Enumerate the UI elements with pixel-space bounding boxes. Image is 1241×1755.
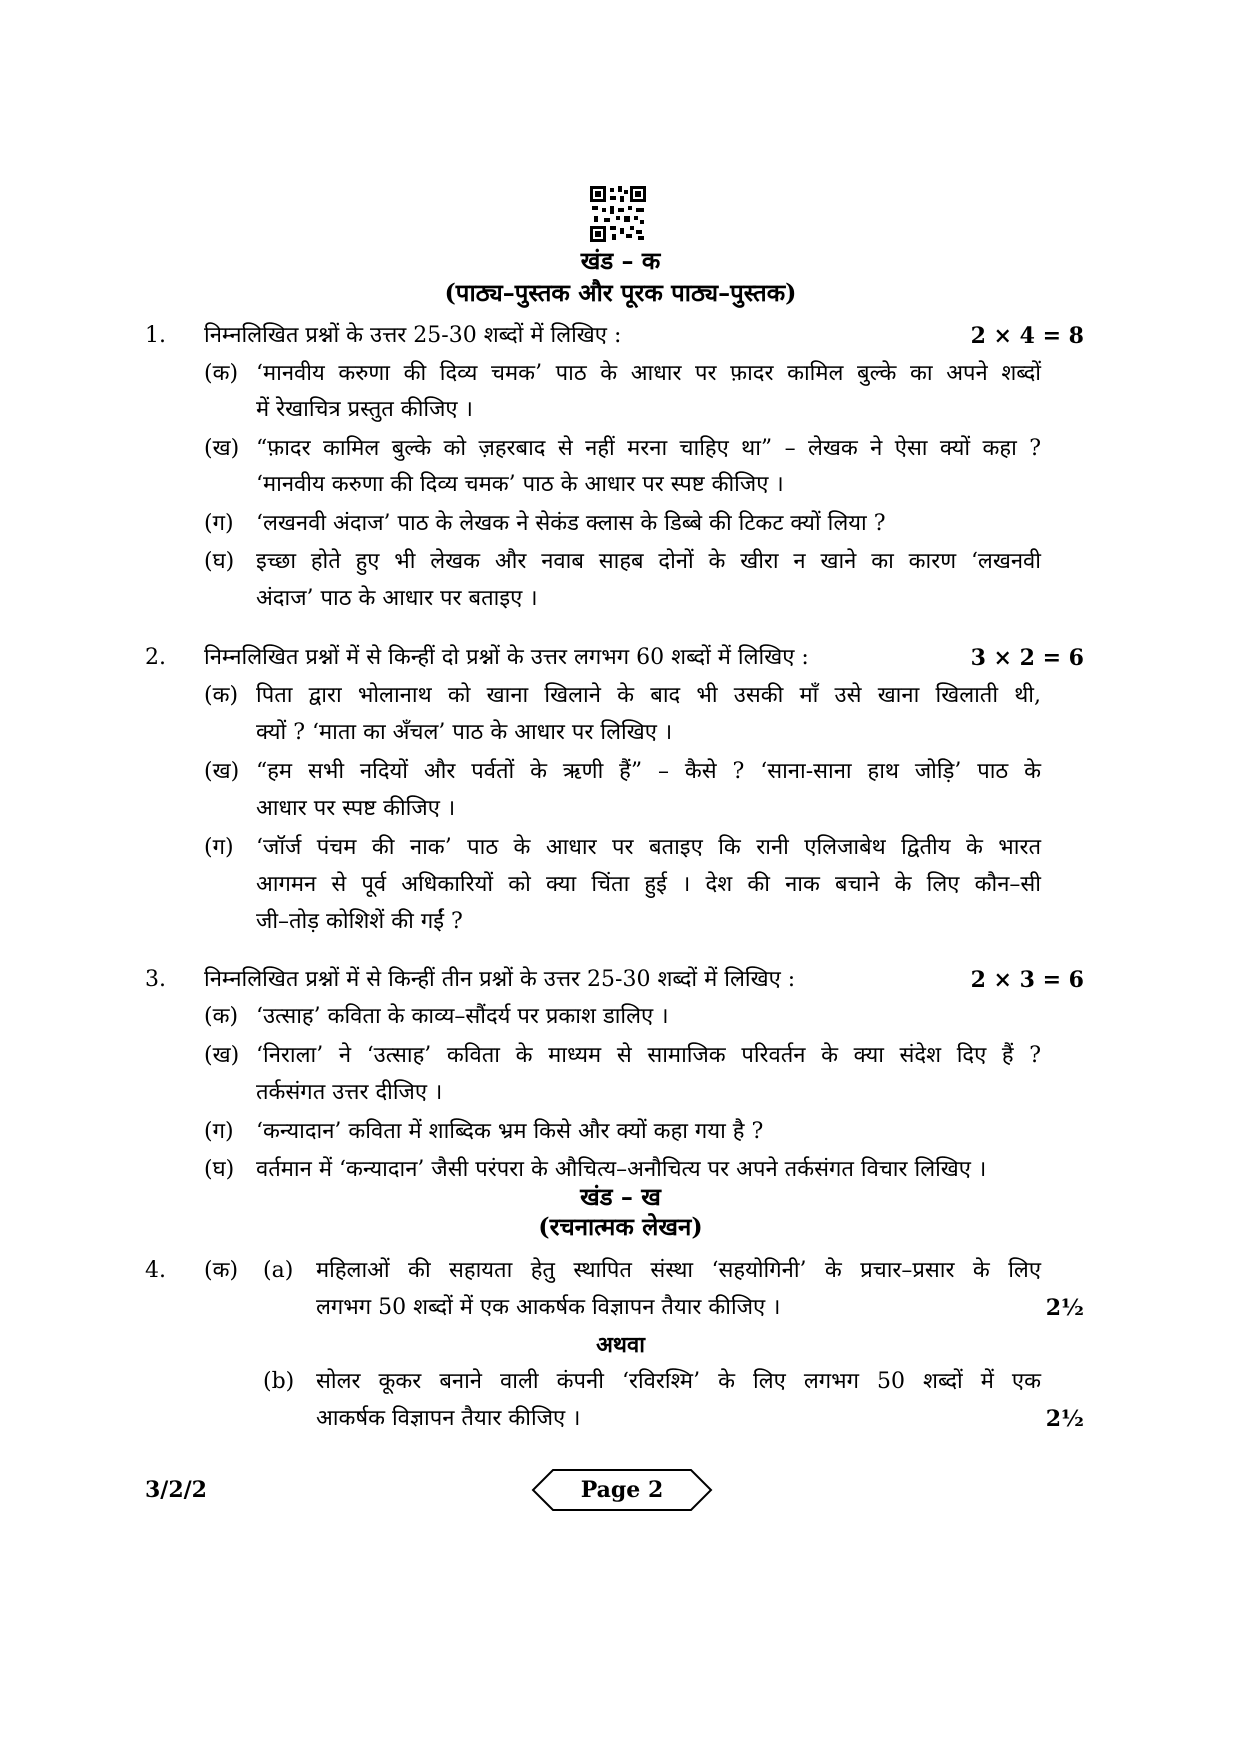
- option-label: (b): [263, 1369, 295, 1394]
- part-text: क्यों ? ‘माता का अँचल’ पाठ के आधार पर लिखिए ।: [256, 720, 673, 745]
- question-number: 2.: [145, 645, 166, 670]
- part-text: ‘लखनवी अंदाज’ पाठ के लेखक ने सेकंड क्लास के डिब्बे की टिकट क्यों लिया ?: [256, 511, 886, 536]
- question-marks: 2 × 4 = 8: [970, 323, 1084, 349]
- part-text: अंदाज’ पाठ के आधार पर बताइए ।: [256, 586, 538, 611]
- page-number-badge: [531, 1468, 713, 1512]
- section-a-subtitle: (पाठ्य–पुस्तक और पूरक पाठ्य–पुस्तक): [444, 278, 797, 307]
- part-label: (क): [204, 361, 239, 386]
- question-marks: 3 × 2 = 6: [970, 645, 1084, 671]
- part-label: (क): [204, 1004, 239, 1029]
- part-text: ‘मानवीय करुणा की दिव्य चमक’ पाठ के आधार पर फ़ादर कामिल बुल्के का अपने शब्दों: [256, 361, 1041, 386]
- question-number: 3.: [145, 967, 166, 992]
- part-text: जी–तोड़ कोशिशें की गईं ?: [256, 909, 463, 934]
- part-text: वर्तमान में ‘कन्यादान’ जैसी परंपरा के औचित्य–अनौचित्य पर अपने तर्कसंगत विचार लिखिए ।: [256, 1157, 987, 1182]
- part-text: ‘निराला’ ने ‘उत्साह’ कविता के माध्यम से सामाजिक परिवर्तन के क्या संदेश दिए हैं ?: [256, 1043, 1041, 1068]
- part-label: (घ): [204, 1157, 235, 1182]
- page-label: Page 2: [580, 1477, 664, 1503]
- paper-code: 3/2/2: [145, 1477, 207, 1503]
- option-marks: 2½: [1045, 1406, 1084, 1432]
- part-label: (ग): [204, 835, 234, 860]
- part-text: पिता द्वारा भोलानाथ को खाना खिलाने के बाद भी उसकी माँ उसे खाना खिलाती थी,: [256, 683, 1041, 708]
- section-b-title: खंड – ख: [580, 1182, 661, 1211]
- part-label: (क): [204, 1258, 239, 1283]
- question-number: 1.: [145, 323, 166, 348]
- question-marks: 2 × 3 = 6: [970, 967, 1084, 993]
- option-text: लगभग 50 शब्दों में एक आकर्षक विज्ञापन तैयार कीजिए ।: [316, 1295, 781, 1320]
- part-label: (ख): [204, 1043, 240, 1068]
- part-label: (क): [204, 683, 239, 708]
- part-text: इच्छा होते हुए भी लेखक और नवाब साहब दोनों के खीरा न खाने का कारण ‘लखनवी: [256, 549, 1041, 574]
- part-label: (घ): [204, 549, 235, 574]
- option-text: महिलाओं की सहायता हेतु स्थापित संस्था ‘सहयोगिनी’ के प्रचार–प्रसार के लिए: [316, 1258, 1041, 1283]
- option-text: सोलर कूकर बनाने वाली कंपनी ‘रविरश्मि’ के लिए लगभग 50 शब्दों में एक: [316, 1369, 1041, 1394]
- part-label: (ख): [204, 436, 240, 461]
- question-text: निम्नलिखित प्रश्नों में से किन्हीं तीन प्रश्नों के उत्तर 25-30 शब्दों में लिखिए :: [204, 967, 796, 992]
- part-text: ‘मानवीय करुणा की दिव्य चमक’ पाठ के आधार पर स्पष्ट कीजिए ।: [256, 472, 784, 497]
- part-label: (ग): [204, 1119, 234, 1144]
- part-text: में रेखाचित्र प्रस्तुत कीजिए ।: [256, 397, 473, 422]
- part-text: ‘कन्यादान’ कविता में शाब्दिक भ्रम किसे और क्यों कहा गया है ?: [256, 1119, 764, 1144]
- option-label: (a): [263, 1258, 294, 1283]
- or-label: अथवा: [596, 1332, 645, 1358]
- qr-code-icon: [590, 186, 646, 242]
- part-text: “हम सभी नदियों और पर्वतों के ऋणी हैं” – कैसे ? ‘साना-साना हाथ जोड़ि’ पाठ के: [256, 759, 1041, 784]
- section-b-subtitle: (रचनात्मक लेखन): [538, 1212, 703, 1241]
- option-text: आकर्षक विज्ञापन तैयार कीजिए ।: [316, 1406, 581, 1431]
- part-label: (ग): [204, 511, 234, 536]
- part-text: ‘जॉर्ज पंचम की नाक’ पाठ के आधार पर बताइए कि रानी एलिजाबेथ द्वितीय के भारत: [256, 835, 1041, 860]
- question-number: 4.: [145, 1258, 166, 1283]
- question-text: निम्नलिखित प्रश्नों में से किन्हीं दो प्रश्नों के उत्तर लगभग 60 शब्दों में लिखिए :: [204, 645, 809, 670]
- part-text: आगमन से पूर्व अधिकारियों को क्या चिंता हुई । देश की नाक बचाने के लिए कौन–सी: [256, 872, 1041, 897]
- option-marks: 2½: [1045, 1295, 1084, 1321]
- part-text: ‘उत्साह’ कविता के काव्य–सौंदर्य पर प्रकाश डालिए ।: [256, 1004, 669, 1029]
- part-text: आधार पर स्पष्ट कीजिए ।: [256, 796, 456, 821]
- section-a-title: खंड – क: [580, 246, 661, 275]
- question-text: निम्नलिखित प्रश्नों के उत्तर 25-30 शब्दों में लिखिए :: [204, 323, 622, 348]
- part-text: “फ़ादर कामिल बुल्के को ज़हरबाद से नहीं मरना चाहिए था” – लेखक ने ऐसा क्यों कहा ?: [256, 436, 1041, 461]
- part-text: तर्कसंगत उत्तर दीजिए ।: [256, 1080, 443, 1105]
- part-label: (ख): [204, 759, 240, 784]
